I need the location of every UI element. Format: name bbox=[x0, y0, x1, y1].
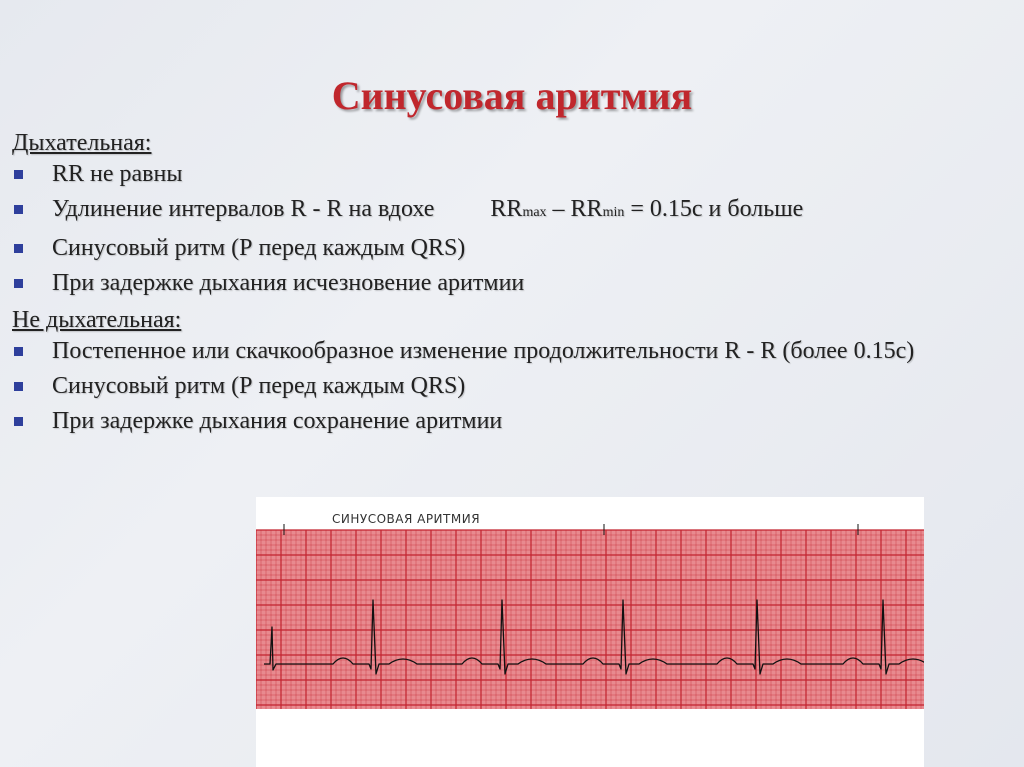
formula-result: = 0.15c и больше bbox=[624, 196, 804, 222]
square-bullet-icon bbox=[14, 170, 23, 179]
non-respiratory-list bbox=[12, 338, 1002, 434]
list-item-text: Синусовый ритм (Р перед каждым QRS) bbox=[52, 373, 466, 399]
list-item bbox=[12, 270, 1002, 296]
slide-content bbox=[12, 128, 1002, 443]
square-bullet-icon bbox=[14, 279, 23, 288]
list-item-text: RR не равны bbox=[52, 161, 183, 187]
ecg-strip bbox=[256, 497, 924, 767]
list-item-text: Постепенное или скачкообразное изменение продолжительности R - R (более 0.15c) bbox=[52, 338, 915, 364]
formula-min-subscript: min bbox=[602, 205, 625, 220]
list-item-text: При задержке дыхания исчезновение аритмии bbox=[52, 270, 525, 296]
formula-dash: – bbox=[546, 196, 571, 222]
list-item-text: Синусовый ритм (Р перед каждым QRS) bbox=[52, 235, 466, 261]
ecg-strip-label: СИНУСОВАЯ АРИТМИЯ bbox=[332, 512, 481, 526]
square-bullet-icon bbox=[14, 347, 23, 356]
rr-formula bbox=[490, 196, 803, 222]
ecg-graph bbox=[256, 497, 924, 767]
formula-max-subscript: max bbox=[522, 205, 547, 220]
formula-rr-min: RR bbox=[570, 196, 603, 222]
formula-rr-max: RR bbox=[490, 196, 523, 222]
square-bullet-icon bbox=[14, 205, 23, 214]
square-bullet-icon bbox=[14, 417, 23, 426]
list-item bbox=[12, 373, 1002, 399]
list-item-text: При задержке дыхания сохранение аритмии bbox=[52, 408, 503, 434]
respiratory-list bbox=[12, 161, 1002, 296]
list-item bbox=[12, 408, 1002, 434]
list-item bbox=[12, 161, 1002, 187]
slide-title: Синусовая аритмия bbox=[331, 73, 693, 118]
list-item bbox=[12, 338, 1002, 364]
list-item-text: Удлинение интервалов R - R на вдохе bbox=[52, 196, 435, 222]
section-heading-respiratory: Дыхательная: bbox=[12, 130, 152, 156]
square-bullet-icon bbox=[14, 382, 23, 391]
square-bullet-icon bbox=[14, 244, 23, 253]
list-item bbox=[12, 235, 1002, 261]
section-heading-non-respiratory: Не дыхательная: bbox=[12, 307, 182, 333]
list-item bbox=[12, 196, 1002, 226]
